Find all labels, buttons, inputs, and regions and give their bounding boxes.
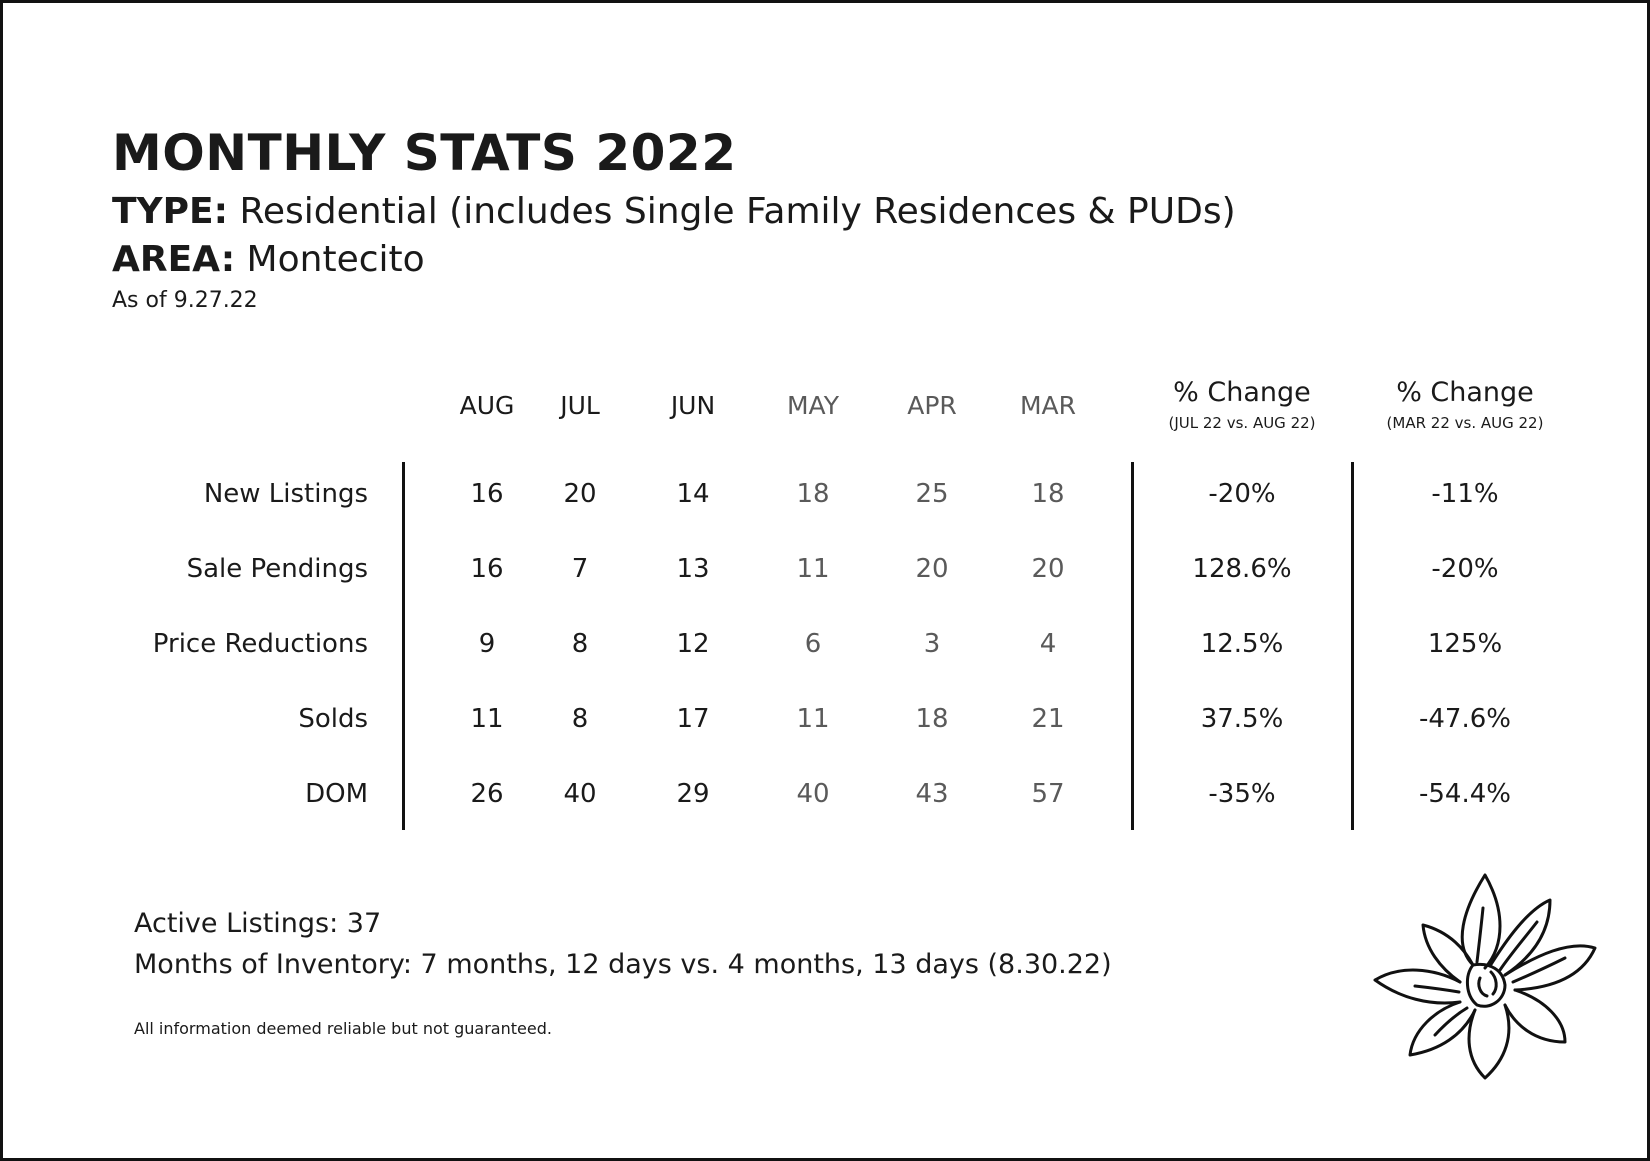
table-cell: 18 (796, 479, 830, 509)
table-divider-middle (1131, 462, 1134, 830)
table-cell: 20 (1031, 554, 1065, 584)
change-jul-label: % Change (1173, 377, 1311, 408)
table-cell: 8 (571, 704, 589, 734)
type-value: Residential (includes Single Family Residences & PUDs) (228, 191, 1236, 232)
table-cell: 11 (796, 554, 830, 584)
type-key: TYPE: (112, 191, 228, 232)
month-header-jun: JUN (670, 391, 716, 420)
active-listings: Active Listings: 37 (134, 908, 382, 939)
change-mar-label: % Change (1396, 377, 1534, 408)
month-header-mar: MAR (1019, 391, 1077, 420)
area-line (112, 239, 425, 280)
row-label-new-listings: New Listings (203, 479, 368, 509)
month-header-aug: AUG (459, 391, 515, 420)
table-cell: 14 (676, 479, 710, 509)
table-cell: 20 (563, 479, 597, 509)
change-jul-cell: 128.6% (1192, 554, 1292, 584)
table-cell: 29 (676, 779, 710, 809)
table-cell: 26 (470, 779, 504, 809)
table-cell: 40 (796, 779, 830, 809)
table-cell: 6 (804, 629, 822, 659)
change-jul-header (1168, 379, 1315, 431)
change-jul-cell: 37.5% (1200, 704, 1284, 734)
table-cell: 57 (1031, 779, 1065, 809)
table-divider-right (1351, 462, 1354, 830)
change-mar-cell: -11% (1431, 479, 1499, 509)
table-cell: 11 (796, 704, 830, 734)
table-cell: 20 (915, 554, 949, 584)
row-label-solds: Solds (298, 704, 368, 734)
change-mar-cell: -20% (1431, 554, 1499, 584)
change-mar-cell: -54.4% (1419, 779, 1511, 809)
change-mar-cell: -47.6% (1419, 704, 1511, 734)
row-label-price-reductions: Price Reductions (152, 629, 368, 659)
table-cell: 7 (571, 554, 589, 584)
table-cell: 18 (915, 704, 949, 734)
table-cell: 17 (676, 704, 710, 734)
change-jul-cell: -20% (1208, 479, 1276, 509)
page-title: MONTHLY STATS 2022 (112, 124, 737, 182)
change-jul-sub: (JUL 22 vs. AUG 22) (1168, 414, 1316, 432)
area-key: AREA: (112, 239, 236, 280)
magnolia-flower-icon (1355, 870, 1605, 1080)
row-label-sale-pendings: Sale Pendings (186, 554, 368, 584)
row-label-dom: DOM (305, 779, 368, 809)
table-cell: 8 (571, 629, 589, 659)
table-divider-left (402, 462, 405, 830)
table-cell: 43 (915, 779, 949, 809)
table-cell: 13 (676, 554, 710, 584)
table-cell: 18 (1031, 479, 1065, 509)
table-cell: 16 (470, 479, 504, 509)
month-header-may: MAY (786, 391, 840, 420)
table-cell: 25 (915, 479, 949, 509)
table-cell: 11 (470, 704, 504, 734)
table-cell: 12 (676, 629, 710, 659)
months-of-inventory: Months of Inventory: 7 months, 12 days vs. 4 months, 13 days (8.30.22) (134, 949, 1112, 980)
change-mar-cell: 125% (1427, 629, 1503, 659)
table-cell: 40 (563, 779, 597, 809)
month-header-apr: APR (907, 391, 957, 420)
table-cell: 4 (1039, 629, 1057, 659)
type-line (112, 191, 1236, 232)
table-cell: 21 (1031, 704, 1065, 734)
area-value: Montecito (235, 239, 425, 280)
disclaimer: All information deemed reliable but not guaranteed. (134, 1019, 552, 1038)
change-jul-cell: 12.5% (1200, 629, 1284, 659)
change-mar-header (1387, 379, 1544, 431)
table-cell: 16 (470, 554, 504, 584)
change-jul-cell: -35% (1208, 779, 1276, 809)
as-of-date: As of 9.27.22 (112, 288, 258, 313)
change-mar-sub: (MAR 22 vs. AUG 22) (1386, 414, 1544, 432)
month-header-jul: JUL (560, 391, 600, 420)
table-cell: 3 (923, 629, 941, 659)
table-cell: 9 (478, 629, 496, 659)
